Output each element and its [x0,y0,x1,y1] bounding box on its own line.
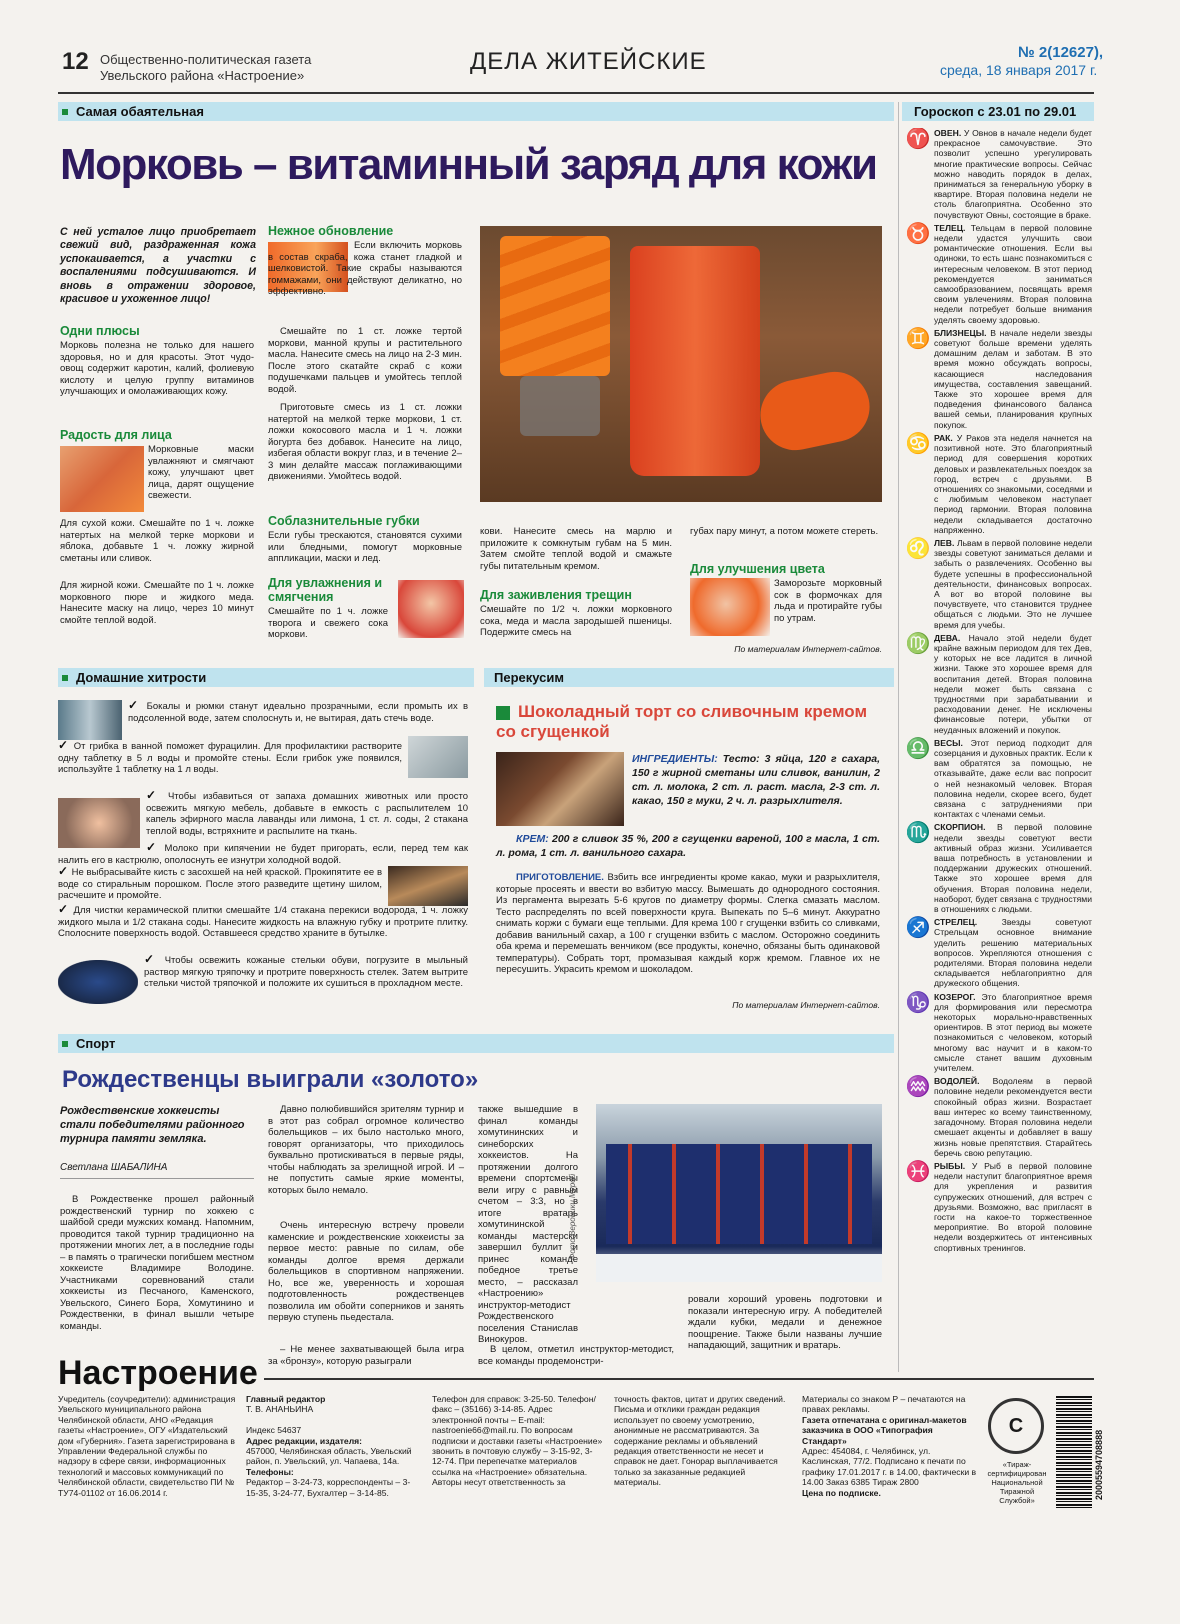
horoscope-entry [904,1076,1092,1158]
article-text: Морковные маски увлажняют и смягчают кожу, улучшают цвет лица, дарят ощущение свежести. [148,444,254,501]
horoscope-entry [904,738,1092,820]
sign-text: У Рыб в первой половине недели наступит благоприятное время для укрепления и развития супружеских отношений, для встреч с друзьями. Возможно, вас пригласят в гости на какое-то торжественное мероприятие. Во второй половине недели воздержитесь от интенсивных спортивных тренингов. [934,1160,1092,1253]
lead-paragraph: С ней усталое лицо приобретает свежий вид, раздраженная кожа успокаивается, а участки с воспалениями подсушиваются. И вновь в отражении здоровое, красивое и ухоженное лицо! [60,226,256,306]
zodiac-icon: ♍ [905,632,931,655]
sign-name: ВЕСЫ. [934,737,963,748]
sport-text: – Не менее захватывающей была игра за «бронзу», которую разыграли [268,1344,464,1367]
sign-text: Звезды советуют Стрельцам основное внимание уделить решению материальных вопросов. Укрепляются отношения с родителями. Вторая половина недели складывается неблагоприятно для дружеского общения. [934,917,1092,989]
subhead-color: Для улучшения цвета [690,562,825,576]
sport-text: В Рождественке прошел районный рождественский турнир по хоккею с шайбой среди мужских команд. Напомним, проводится такой турнир традиционно на протяжении многих лет, а в последние годы – в память о трагически погибшем местном хоккеисте Владимире Володине. Участниками соревнований стали хоккеисты из Песчаного, Каменского, Увельского, Синего Бора, Хомутинино и Рождественки, в финал вышли четыре команды. [60,1194,254,1332]
recipe-title: Шоколадный торт со сливочным кремом со сгущенкой [496,702,868,741]
article-text: Морковь полезна не только для нашего здоровья, но и для красоты. Этот чудо-овощ содержит каротин, калий, фолиевую кислоту и целую группу витаминов улучшающих и омолаживающих кожу. [60,340,254,397]
sign-name: РАК. [934,432,953,443]
photo-hockey-team [596,1104,882,1282]
article-text: Если губы трескаются, становятся сухими или бледными, помогут морковные аппликации, маски и лед. [268,530,462,564]
tip-item: ✓ Молоко при кипячении не будет пригорать, если, перед тем как налить его в кастрюлю, ополоснуть ее изнутри холодной водой. [58,840,468,866]
horoscope-entry [904,992,1092,1074]
article-text: Для жирной кожи. Смешайте по 1 ч. ложке морковного пюре и жидкого меда. Нанесите маску на лицо, через 10 минут смойте теплой водой. [60,580,254,626]
issue-number: № 2(12627), [1018,44,1104,61]
barcode [1056,1396,1092,1508]
article-text: Смешайте по 1/2 ч. ложки морковного сока, меда и масла зародышей пшеницы. Подержите смесь на [480,604,672,638]
sign-name: ОВЕН. [934,128,962,138]
zodiac-icon: ♓ [905,1160,931,1183]
subhead-lips: Соблазнительные губки [268,514,420,528]
article-text: Смешайте по 1 ч. ложке творога и свежего сока моркови. [268,606,388,640]
source-credit: По материалам Интернет-сайтов. [732,1000,880,1010]
article-text: Заморозьте морковный сок в формочках для льда и протирайте губы по утрам. [774,578,882,624]
photo-cat [58,798,140,848]
sign-text: У Овнов в начале недели будет прекрасное самочувствие. Это позволит успешно урегулировать многие практические вопросы. Сейчас можно наводить порядок в делах, приниматься за генеральную уборку в квартире. Вторая половина недели не столь благоприятна. Особенно это почувствуют Овны, состоящие в браке. [934,128,1092,220]
sport-lead: Рождественские хоккеисты стали победителями районного турнира памяти земляка. [60,1105,245,1145]
subhead-cracks: Для заживления трещин [480,588,632,602]
horoscope-entry [904,328,1092,430]
sign-name: ЛЕВ. [934,537,955,548]
horoscope-entry [904,822,1092,914]
photo-bath-tiles [408,736,468,778]
photo-brush [388,866,468,906]
sign-name: СТРЕЛЕЦ. [934,917,978,928]
bar-marker-icon [62,675,68,681]
main-headline: Морковь – витаминный заряд для кожи [60,140,877,189]
recipe-cream: КРЕМ: 200 г сливок 35 %, 200 г сгущенки вареной, 100 г масла, 1 ст. л. рома, 1 ст. л. ванильного сахара. [496,833,880,859]
zodiac-icon: ♏ [905,822,931,845]
sign-text: В первой половине недели звезды советуют вести активный образ жизни. Усиливается ваша потребность в установлении и поддержании дружеских отношений. Также это хорошее время для обучения. Вторая половина недели, наоборот, будет связана с трудностями в отношениях с людьми. [934,822,1092,915]
horoscope-entry [904,128,1092,220]
zodiac-icon: ♈ [905,128,931,150]
footer-editor: Главный редактор Т. В. АНАНЬИНА Индекс 54637 Адрес редакции, издателя: 457000, Челябинская область, Увельский район, п. Увельский, ул. Чапаева, 14а. Телефоны: Редактор – 3-24-73, корреспонденты – 3-15-35, 3-24-77, Бухгалтер – 3-14-85. [246,1394,412,1498]
subhead-pluses: Одни плюсы [60,324,140,338]
sign-name: СКОРПИОН. [934,822,986,833]
sport-text: В целом, отметил инструктор-методист, все команды продемонстри- [478,1344,674,1367]
sign-text: Львам в первой половине недели звезды советуют заниматься делами и забыть о развлечениях. Особенно вы будете успешны в профессиональной деятельности, финансовых вопросах. А вот во второй половине вы почувствуете, что становится труднее общаться с людьми. Это не лучшее время для учебы. [934,537,1092,630]
article-text: Приготовьте смесь из 1 ст. ложки натертой на мелкой терке моркови, 1 ст. ложки кокосового масла и 1 ч. ложки йогурта без добавок. Нанесите на лицо, избегая области вокруг глаз, и в течение 2–3 мин делайте массаж поглаживающими движениями. Умойтесь водой. [268,402,462,482]
sign-text: Этот период подходит для созерцания и духовных практик. Если к вам обратятся за помощью, не отказывайте, даже если вас попросит о ней незнакомый человек. Вторая половина недели, скорее всего, будет связана с затруднениями при контактах с членами семьи. [934,737,1092,820]
zodiac-icon: ♎ [905,737,931,760]
horoscope-entry [904,1161,1092,1253]
footer-founder: Учредитель (соучредители): администрация Увельского муниципального района Челябинской области, АНО «Редакция газеты «Настроение», ОГУ «Издательский дом «Губерния». Газета зарегистрирована в Управлении Федеральной службы по надзору в сфере связи, информационных технологий и массовых коммуникаций по Челябинской области, свидетельство ПИ № ТУ74-01102 от 16.06.2014 г. [58,1394,236,1498]
paper-name-line2: Увельского района «Настроение» [100,68,305,83]
photo-carrot-juice [480,226,882,502]
sport-text: также вышедшие в финал команды хомутининских и синеборских хоккеистов. На протяжении долгого времени спортсмены вели игру с равным счетом – 3:3, но в итоге вратарь хомутининской команды мастерски завершил буллит и принес команде победное третье место, – рассказал «Настроению» инструктор-методист Рождественского поселения Станислав Винокуров. [478,1104,578,1345]
recipe-ingredients: ИНГРЕДИЕНТЫ: Тесто: 3 яйца, 120 г сахара, 150 г жирной сметаны или сливок, ванилин, 2 ст. л. молока, 2 ст. л. раст. масла, 2-3 ст. л. какао, 150 г муки, 2 ч. л. разрыхлителя. [632,753,880,807]
recipe-preparation: ПРИГОТОВЛЕНИЕ. Взбить все ингредиенты кроме какао, муки и разрыхлителя, которые просеять и ввести во взбитую массу. Вымешать до однородного состояния. Из пергамента вырезать 5-6 кругов по диаметру формы. Слегка смазать маслом. Тесто распределять по всей поверхности круга. Выпекать по 5–6 минут. Аккуратно снимать коржи с бумаги еще теплыми. Для крема 100 г сгущенки взбить со сливками, добавив ванильный сахар, а 100 г сгущенки взбить с маслом. Осторожно соединить оба крема и перемешать венчиком (все продукты, конечно, обязаны быть одинаковой температуры). Собрать торт, промазывая каждый корж кремом. Главное их не пересушить. Украсить кремом и шоколадом. [496,872,881,975]
article-text: кови. Нанесите смесь на марлю и приложите к сомкнутым губам на 5 мин. Затем смойте теплой водой и смажьте губы питательным кремом. [480,526,672,572]
sign-text: Тельцам в первой половине недели удастся улучшить свои романтические отношения. Если вы одиноки, то есть шанс познакомиться с интересным человеком. В этот период рекомендуется заниматься самообразованием, посвящать время своим увлечениям. Вторая половина недели потребует больше внимания уделять своему здоровью. [934,222,1092,325]
author: Светлана ШАБАЛИНА [60,1162,168,1173]
sign-name: ВОДОЛЕЙ. [934,1076,980,1087]
horoscope-entry [904,633,1092,735]
horoscope-entry [904,917,1092,988]
zodiac-icon: ♋ [905,432,931,455]
photo-insoles [58,960,138,1004]
footer-print: Материалы со знаком Р – печатаются на правах рекламы. Газета отпечатана с оригинал-макетов заказчика в ООО «Типография Стандарт» Адрес: 454084, г. Челябинск, ул. Каслинская, 77/2. Подписано к печати по графику 17.01.2017 г. в 14.00, фактически в 14.00 Заказ 6385 Тираж 2800 Цена по подписке. [802,1394,977,1498]
horoscope-divider [898,102,899,1372]
horoscope-entry [904,538,1092,630]
circulation-stamp-icon: С [988,1398,1044,1454]
horoscope-entry [904,433,1092,535]
sign-name: БЛИЗНЕЦЫ. [934,327,987,338]
photo-carrot-face [60,446,144,512]
zodiac-icon: ♑ [905,991,931,1014]
paper-name-line1: Общественно-политическая газета [100,52,312,67]
horoscope-entry [904,223,1092,325]
zodiac-icon: ♐ [905,917,931,940]
subhead-renewal: Нежное обновление [268,224,394,238]
sport-bar: Спорт [58,1034,894,1053]
footer-notes: точность фактов, цитат и других сведений. Письма и отклики граждан редакция использует по своему усмотрению, анонимные не рассматриваются. За содержание рекламы и объявлений редакция ответственности не несет и справок не дает. Гонорар выплачивается только за заказанные редакцией материалы. [614,1394,786,1488]
page-header [0,0,1180,96]
bar-marker-icon [62,109,68,115]
sport-text: Давно полюбившийся зрителям турнир и в этот раз собрал огромное количество болельщиков – их было настолько много, говорят организаторы, что приходилось буквально протискиваться в первые ряды, чтобы наблюдать за зрелищной игрой. И – не попустить самые яркие моменты, которых было немало. [268,1104,464,1196]
article-text: губах пару минут, а потом можете стереть. [690,526,879,537]
article-text: Смешайте по 1 ст. ложке тертой моркови, манной крупы и растительного масла. Нанесите смесь на лицо на 2-3 мин. После этого скатайте скраб с кожи подушечками пальцев и умойтесь теплой водой. [268,326,462,395]
photo-woman-carrots [690,578,770,636]
barcode-number: 20005594708888 [1094,1429,1104,1500]
sign-text: Начало этой недели будет крайне важным периодом для тех Дев, у которых не все ладится в личной жизни. Также это хорошее время для воспитания детей. Вторая половина недели может быть связана с трудностями при зарабатывании и расходовании денег. Не исключены финансовые потери, убытки от неудачных вложений и покупок. [934,632,1092,735]
sign-text: У Раков эта неделя начнется на позитивной ноте. Это благоприятный период для совершения коротких деловых и развлекательных поездок за город, встреч с друзьями. В отношениях со знакомыми, соседями и с любимым человеком наступает период гармонии. Вторая половина недели складывается достаточно напряженно. [934,432,1092,535]
sign-text: Водолеям в первой половине недели рекомендуется вести спокойный образ жизни. Возрастает ваш интерес ко всему таинственному, загадочному. Вторая половина недели смешает акценты и добавляет в вашу жизнь новые препятствия. Старайтесь беречь свою репутацию. [934,1076,1092,1158]
subhead-face: Радость для лица [60,428,172,442]
zodiac-icon: ♊ [905,327,931,350]
tips-bar: Домашние хитрости [58,668,474,687]
source-credit: По материалам Интернет-сайтов. [734,644,882,654]
stamp-caption: «Тираж-сертифицирован Национальной Тиражной Службой» [987,1460,1047,1505]
sign-name: КОЗЕРОГ. [934,991,976,1002]
author-rule [60,1178,254,1179]
sign-name: ТЕЛЕЦ. [934,222,966,233]
sport-text: Очень интересную встречу провели каменские и рождественские хоккеисты за первое место: равные по силам, обе команды долгое время держали болельщиков в спортивном напряжении. Но, все же, уверенность и хорошая подготовленность рождественцев позволила им обойти соперников и занять первую ступень пьедестала. [268,1220,464,1323]
recipe-bar: Перекусим [484,668,894,687]
sign-text: В начале недели звезды советуют больше времени уделять домашним делам и заботам. В это время можно обсуждать вопросы, касающиеся наследования имущества, составления завещаний. Также это хорошее время для подведения финансового баланса вашей семьи, планирования крупных покупок. [934,327,1092,430]
subhead-moisturize: Для увлажнения и смягчения [268,576,383,604]
zodiac-icon: ♒ [905,1076,931,1099]
footer-contacts: Телефон для справок: 3-25-50. Телефон/факс – (35166) 3-14-85. Адрес электронной почты – E-mail: nastroenie66@mail.ru. По вопросам подписки и доставки газеты «Настроение» звонить в почтовую службу – 3-15-92, 3-12-74. При перепечатке материалов ссылка на «Настроение» обязательна. Авторы несут ответственность за [432,1394,603,1488]
tip-item: ✓ Чтобы избавиться от запаха домашних животных или просто освежить мягкую мебель, добавьте в емкость с распылителем 10 капель эфирного масла лаванды или лимона, 1 ст. л. соды, 2 стакана теплой воды, встряхните и распылите на ткань. [146,788,469,837]
horoscope-bar: Гороскоп с 23.01 по 29.01 [902,102,1094,121]
photo-girl-carrot [398,580,464,638]
article-text: Если включить морковь в состав скраба, кожа станет гладкой и шелковистой. Такие скрабы называются гоммажами, они действуют деликатно, но эффективно. [268,240,462,297]
photo-credit: Фото Вероники Мурой [568,1173,577,1260]
tip-item: ✓ Бокалы и рюмки станут идеально прозрачными, если промыть их в подсоленной воде, затем сполоснуть и, не вытирая, дать стечь воде. [128,698,469,724]
issue-date: среда, 18 января 2017 г. [940,62,1098,78]
tip-item: ✓ От грибка в ванной поможет фурацилин. Для профилактики растворите одну таблетку в 5 л воды и промойте стены. Если грибок уже появился, используйте 1 таблетку на 1 л воды. [58,738,402,775]
bar-marker-icon [62,1041,68,1047]
sign-name: РЫБЫ. [934,1160,966,1171]
section-title: ДЕЛА ЖИТЕЙСКИЕ [470,48,707,75]
tip-item: ✓ Чтобы освежить кожаные стельки обуви, погрузите в мыльный раствор мягкую тряпочку и протрите поверхность стелек. Затем вытрите стельки чистой тряпочкой и положите их сушиться в прохладном месте. [144,952,468,989]
tip-item: ✓ Для чистки керамической плитки смешайте 1/4 стакана перекиси водорода, 1 ч. ложку жидкого мыла и 1/2 стакана соды. Нанесите жидкость на влажную губку и протрите плитку. Сполосните поверхность водой. Оставшееся средство храните в бутылке. [58,902,468,939]
sign-text: Это благоприятное время для формирования или пересмотра некоторых морально-нравственных ориентиров. В этот период вы можете познакомиться с человеком, который многому вас научит и в каком-то смысле станет вашим духовным учителем. [934,991,1092,1074]
horoscope-list [904,128,1092,1376]
sport-text: ровали хороший уровень подготовки и показали интересную игру. А победителей ждали кубки, медали и денежное поощрение. Также были названы лучшие нападающий, защитник и вратарь. [688,1294,882,1351]
zodiac-icon: ♌ [905,537,931,560]
sign-name: ДЕВА. [934,632,961,643]
tips-list [58,694,468,1014]
article-text: Для сухой кожи. Смешайте по 1 ч. ложке натертых на мелкой терке моркови и яблока, добавьте 1 ч. ложку жирной сметаны или сливок. [60,518,254,564]
footer-logo: Настроение [58,1354,264,1393]
zodiac-icon: ♉ [905,222,931,245]
rubric-bar: Самая обаятельная [58,102,894,121]
tip-item: ✓ Не выбрасывайте кисть с засохшей на ней краской. Прокипятите ее в воде со стиральным порошком. После этого разведите щетину шилом, расчешите и промойте. [58,864,383,901]
page-number: 12 [62,48,89,75]
sport-headline: Рождественцы выиграли «золото» [62,1066,479,1093]
photo-glasses [58,700,122,740]
header-rule [58,92,1094,94]
